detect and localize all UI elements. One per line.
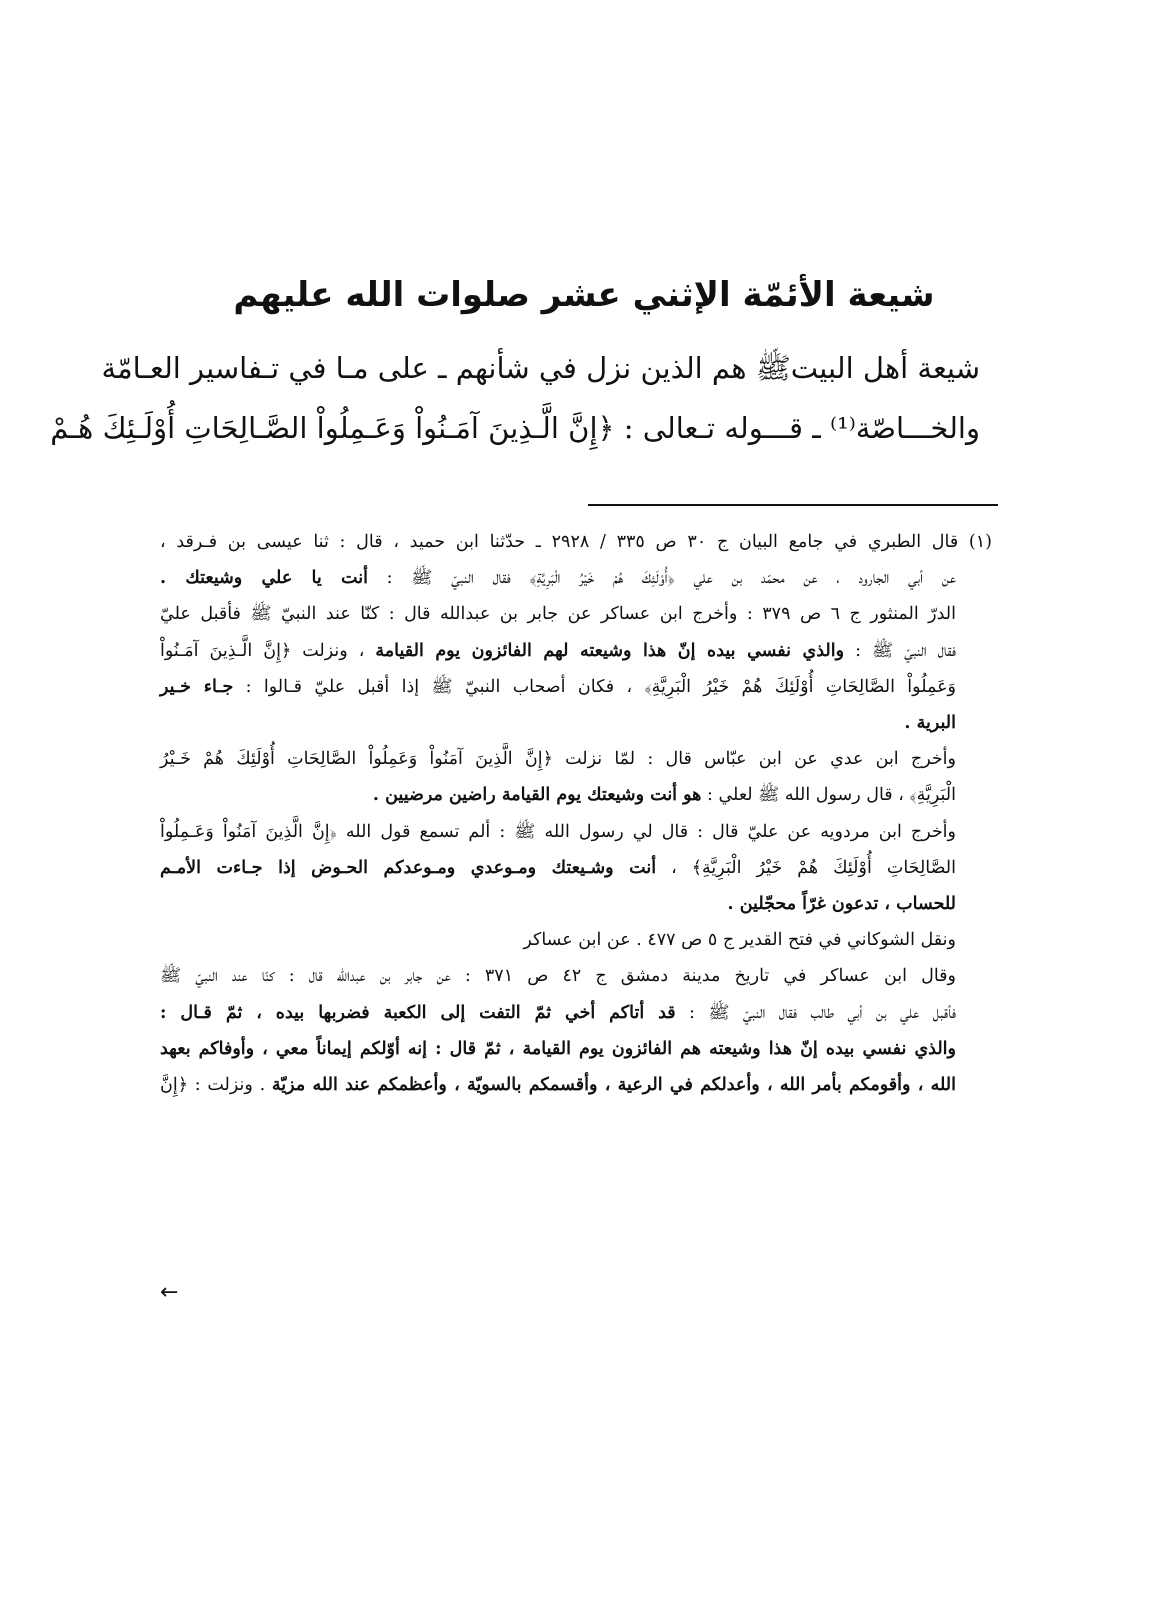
footnote-text: وقال ابن عساكر في تاريخ مدينة دمشق ج ٤٢ ص ٣٧١ : عن جابر بن عبدالله قال : كنّا عند النبيّ ﷺ	[160, 966, 956, 987]
footnote-text: (١) قال الطبري في جامع البيان ج ٣٠ ص ٣٣٥ / ٢٩٢٨ ـ حدّثنا ابن حميد ، قال : ثنا عيسى بن فـرقد ،	[160, 532, 992, 552]
footnote-line	[160, 886, 992, 922]
footnote-text: ، ونزلت ﴿إِنَّ الَّـذِينَ آمَـنُواْ	[160, 640, 376, 661]
footnote-line	[160, 705, 992, 741]
footnote-text: وأخرج ابن عدي عن ابن عبّاس قال : لمّا نزلت ﴿إِنَّ الَّذِينَ آمَنُواْ وَعَمِلُواْ الصَّالِحَاتِ أُوْلَئِكَ هُمْ خَـيْرُ	[160, 749, 956, 770]
footnote-line	[160, 995, 992, 1031]
main-text	[50, 338, 980, 458]
footnote-line	[160, 814, 992, 850]
footnote-bold-text: والذي نفسي بيده إنّ هذا وشيعته هم الفائزون يوم القيامة ، ثمّ قال : إنه أوّلكم إيماناً معي ، وأوفاكم بعهد	[160, 1038, 956, 1059]
footnote-text: وأخرج ابن مردويه عن عليّ قال : قال لي رسول الله ﷺ : ألم تسمع قول الله ﴿إِنَّ الَّذِينَ آمَنُواْ وَعَـمِلُواْ	[160, 821, 956, 842]
footnote-divider	[588, 504, 998, 506]
footnote-text: فقال النبيّ ﷺ :	[844, 640, 956, 661]
footnote-text: . ونزلت : ﴿إِنَّ	[160, 1075, 272, 1096]
footnote-bold-text: البرية .	[904, 713, 956, 734]
main-text-line: شيعة أهل البيتﷺ هم الذين نزل في شأنهم ـ على مـا في تـفاسير العـامّة	[101, 351, 980, 385]
footnote-bold-text: للحساب ، تدعون غرّاً محجّلين .	[727, 894, 956, 915]
footnote-bold-text: الله ، وأقومكم بأمر الله ، وأعدلكم في الرعية ، وأقسمكم بالسويّة ، وأعظمكم عند الله مزيّة	[271, 1075, 957, 1096]
footnote-line	[160, 850, 992, 886]
footnote-bold-text: أنت يا علي وشيعتك .	[160, 568, 368, 589]
footnote-text: الصَّالِحَاتِ أُوْلَئِكَ هُمْ خَيْرُ الْبَرِيَّةِ﴾ ،	[656, 857, 957, 878]
footnote-line	[160, 560, 992, 596]
footnote-line	[160, 1067, 992, 1103]
footnote-line	[160, 958, 992, 994]
footnote-bold-text: جـاء خـير	[160, 676, 234, 697]
footnote-text: فأقبل علي بن أبي طالب فقال النبيّ ﷺ :	[675, 1002, 956, 1023]
footnote-bold-text: أنت وشـيعتك ومـوعدي ومـوعدكم الحـوض إذا جـاءت الأمـم	[160, 857, 657, 878]
footnote-text: الدرّ المنثور ج ٦ ص ٣٧٩ : وأخرج ابن عساكر عن جابر بن عبدالله قال : كنّا عند النبيّ ﷺ فأقبل عليّ	[160, 604, 956, 625]
footnote-line	[160, 524, 992, 560]
footnote-text: وَعَمِلُواْ الصَّالِحَاتِ أُوْلَئِكَ هُمْ خَيْرُ الْبَرِيَّةِ﴾ ، فكان أصحاب النبيّ ﷺ إذا أقبل عليّ قـالوا :	[233, 676, 956, 697]
footnote-bold-text: والذي نفسي بيده إنّ هذا وشيعته لهم الفائزون يوم القيامة	[375, 640, 845, 661]
footnote-text: ونقل الشوكاني في فتح القدير ج ٥ ص ٤٧٧ . عن ابن عساكر	[523, 930, 956, 951]
footnote-line	[160, 1031, 992, 1067]
footnote-line	[160, 777, 992, 813]
footnotes	[160, 524, 992, 1103]
footnote-line	[160, 596, 992, 632]
footnote-line	[160, 669, 992, 705]
footnote-bold-text: قد أتاكم أخي ثمّ التفت إلى الكعبة فضربها بيده ، ثمّ قـال :	[160, 1002, 676, 1023]
footnote-bold-text: هو أنت وشيعتك يوم القيامة راضين مرضيين .	[372, 785, 702, 806]
main-text-line: والخـــاصّة⁽¹⁾ ـ قـــوله تـعالى : ﴿إِنَّ الَّـذِينَ آمَـنُواْ وَعَـمِلُواْ الصَّـالِحَاتِ أُوْلَـئِكَ هُـمْ	[50, 411, 980, 445]
footnote-line	[160, 741, 992, 777]
footnote-text: الْبَرِيَّةِ﴾ ، قال رسول الله ﷺ لعلي :	[701, 785, 956, 806]
page-title: شيعة الأئمّة الإثني عشر صلوات الله عليهم	[233, 275, 935, 315]
continuation-arrow-icon: ←	[160, 1280, 179, 1305]
footnote-text: عن أبي الجارود ، عن محمّد بن علي ﴿أُوْلَئِكَ هُمْ خَيْرُ الْبَرِيَّةِ﴾ فقال النبيّ ﷺ :	[367, 568, 956, 589]
footnote-line	[160, 633, 992, 669]
footnote-line	[160, 922, 992, 958]
